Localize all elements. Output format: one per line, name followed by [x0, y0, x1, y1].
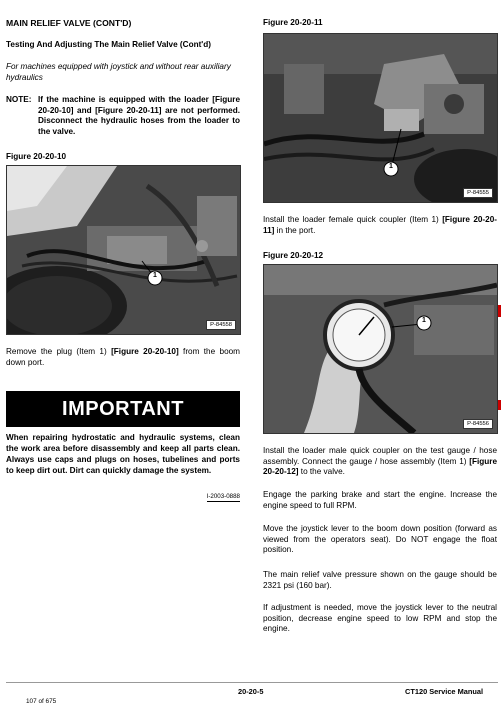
callout-3: 1 [422, 317, 426, 324]
important-text: When repairing hydrostatic and hydraulic systems, clean the work area before disassembly and keep all parts clean. Always use caps and plugs on hoses, tubelines and ports to keep dirt out. Dirt can quickly damage the system. [6, 433, 240, 475]
figure-code-2: P-84555 [463, 188, 493, 198]
joystick-text: Move the joystick lever to the boom down position (forward as viewed from the operators seat). Do NOT engage the float position. [263, 524, 497, 555]
figure-code-3: P-84556 [463, 419, 493, 429]
figure-label-2: Figure 20-20-11 [263, 18, 323, 27]
right-column [263, 0, 497, 709]
page-count: 107 of 675 [26, 698, 57, 705]
figure-image-1 [6, 165, 241, 335]
note-label: NOTE: [6, 95, 32, 104]
figure-label-3: Figure 20-20-12 [263, 251, 324, 260]
install-gauge-text: Install the loader male quick coupler on the test gauge / hose assembly. Connect the gauge / hose assembly (Item 1) [Figure 20-20-12] to the valve. [263, 446, 497, 477]
condition-text: For machines equipped with joystick and without rear auxiliary hydraulics [6, 62, 231, 82]
figure-label-1: Figure 20-20-10 [6, 152, 67, 161]
important-banner: IMPORTANT [6, 391, 240, 427]
left-column [6, 0, 240, 709]
callout-1: 1 [153, 272, 157, 279]
important-code: I-2003-0888 [206, 493, 240, 500]
callout-2: 1 [389, 163, 393, 170]
adjustment-text: If adjustment is needed, move the joystick lever to the neutral position, decrease engine speed to low RPM and stop the engine. [263, 603, 497, 634]
note-block [6, 95, 240, 137]
section-title: MAIN RELIEF VALVE (CONT'D) [6, 18, 132, 28]
figure-image-2 [263, 33, 498, 203]
page-number: 20-20-5 [238, 687, 264, 696]
manual-title: CT120 Service Manual [405, 687, 484, 696]
figure-code-1: P-84558 [206, 320, 236, 330]
remove-plug-text: Remove the plug (Item 1) [Figure 20-20-10] from the boom down port. [6, 347, 240, 367]
pressure-text: The main relief valve pressure shown on the gauge should be 2321 psi (160 bar). [263, 570, 497, 590]
install-coupler-text: Install the loader female quick coupler (Item 1) [Figure 20-20-11] in the port. [263, 215, 497, 235]
figure-image-3 [263, 264, 498, 434]
engage-brake-text: Engage the parking brake and start the engine. Increase the engine speed to full RPM. [263, 490, 497, 510]
note-text: If the machine is equipped with the loader [Figure 20-20-10] and [Figure 20-20-11] are not performed. Disconnect the hydraulic hoses from the loader to the valve. [38, 95, 240, 136]
footer-rule [6, 682, 498, 683]
sub-title: Testing And Adjusting The Main Relief Valve (Cont'd) [6, 40, 211, 49]
